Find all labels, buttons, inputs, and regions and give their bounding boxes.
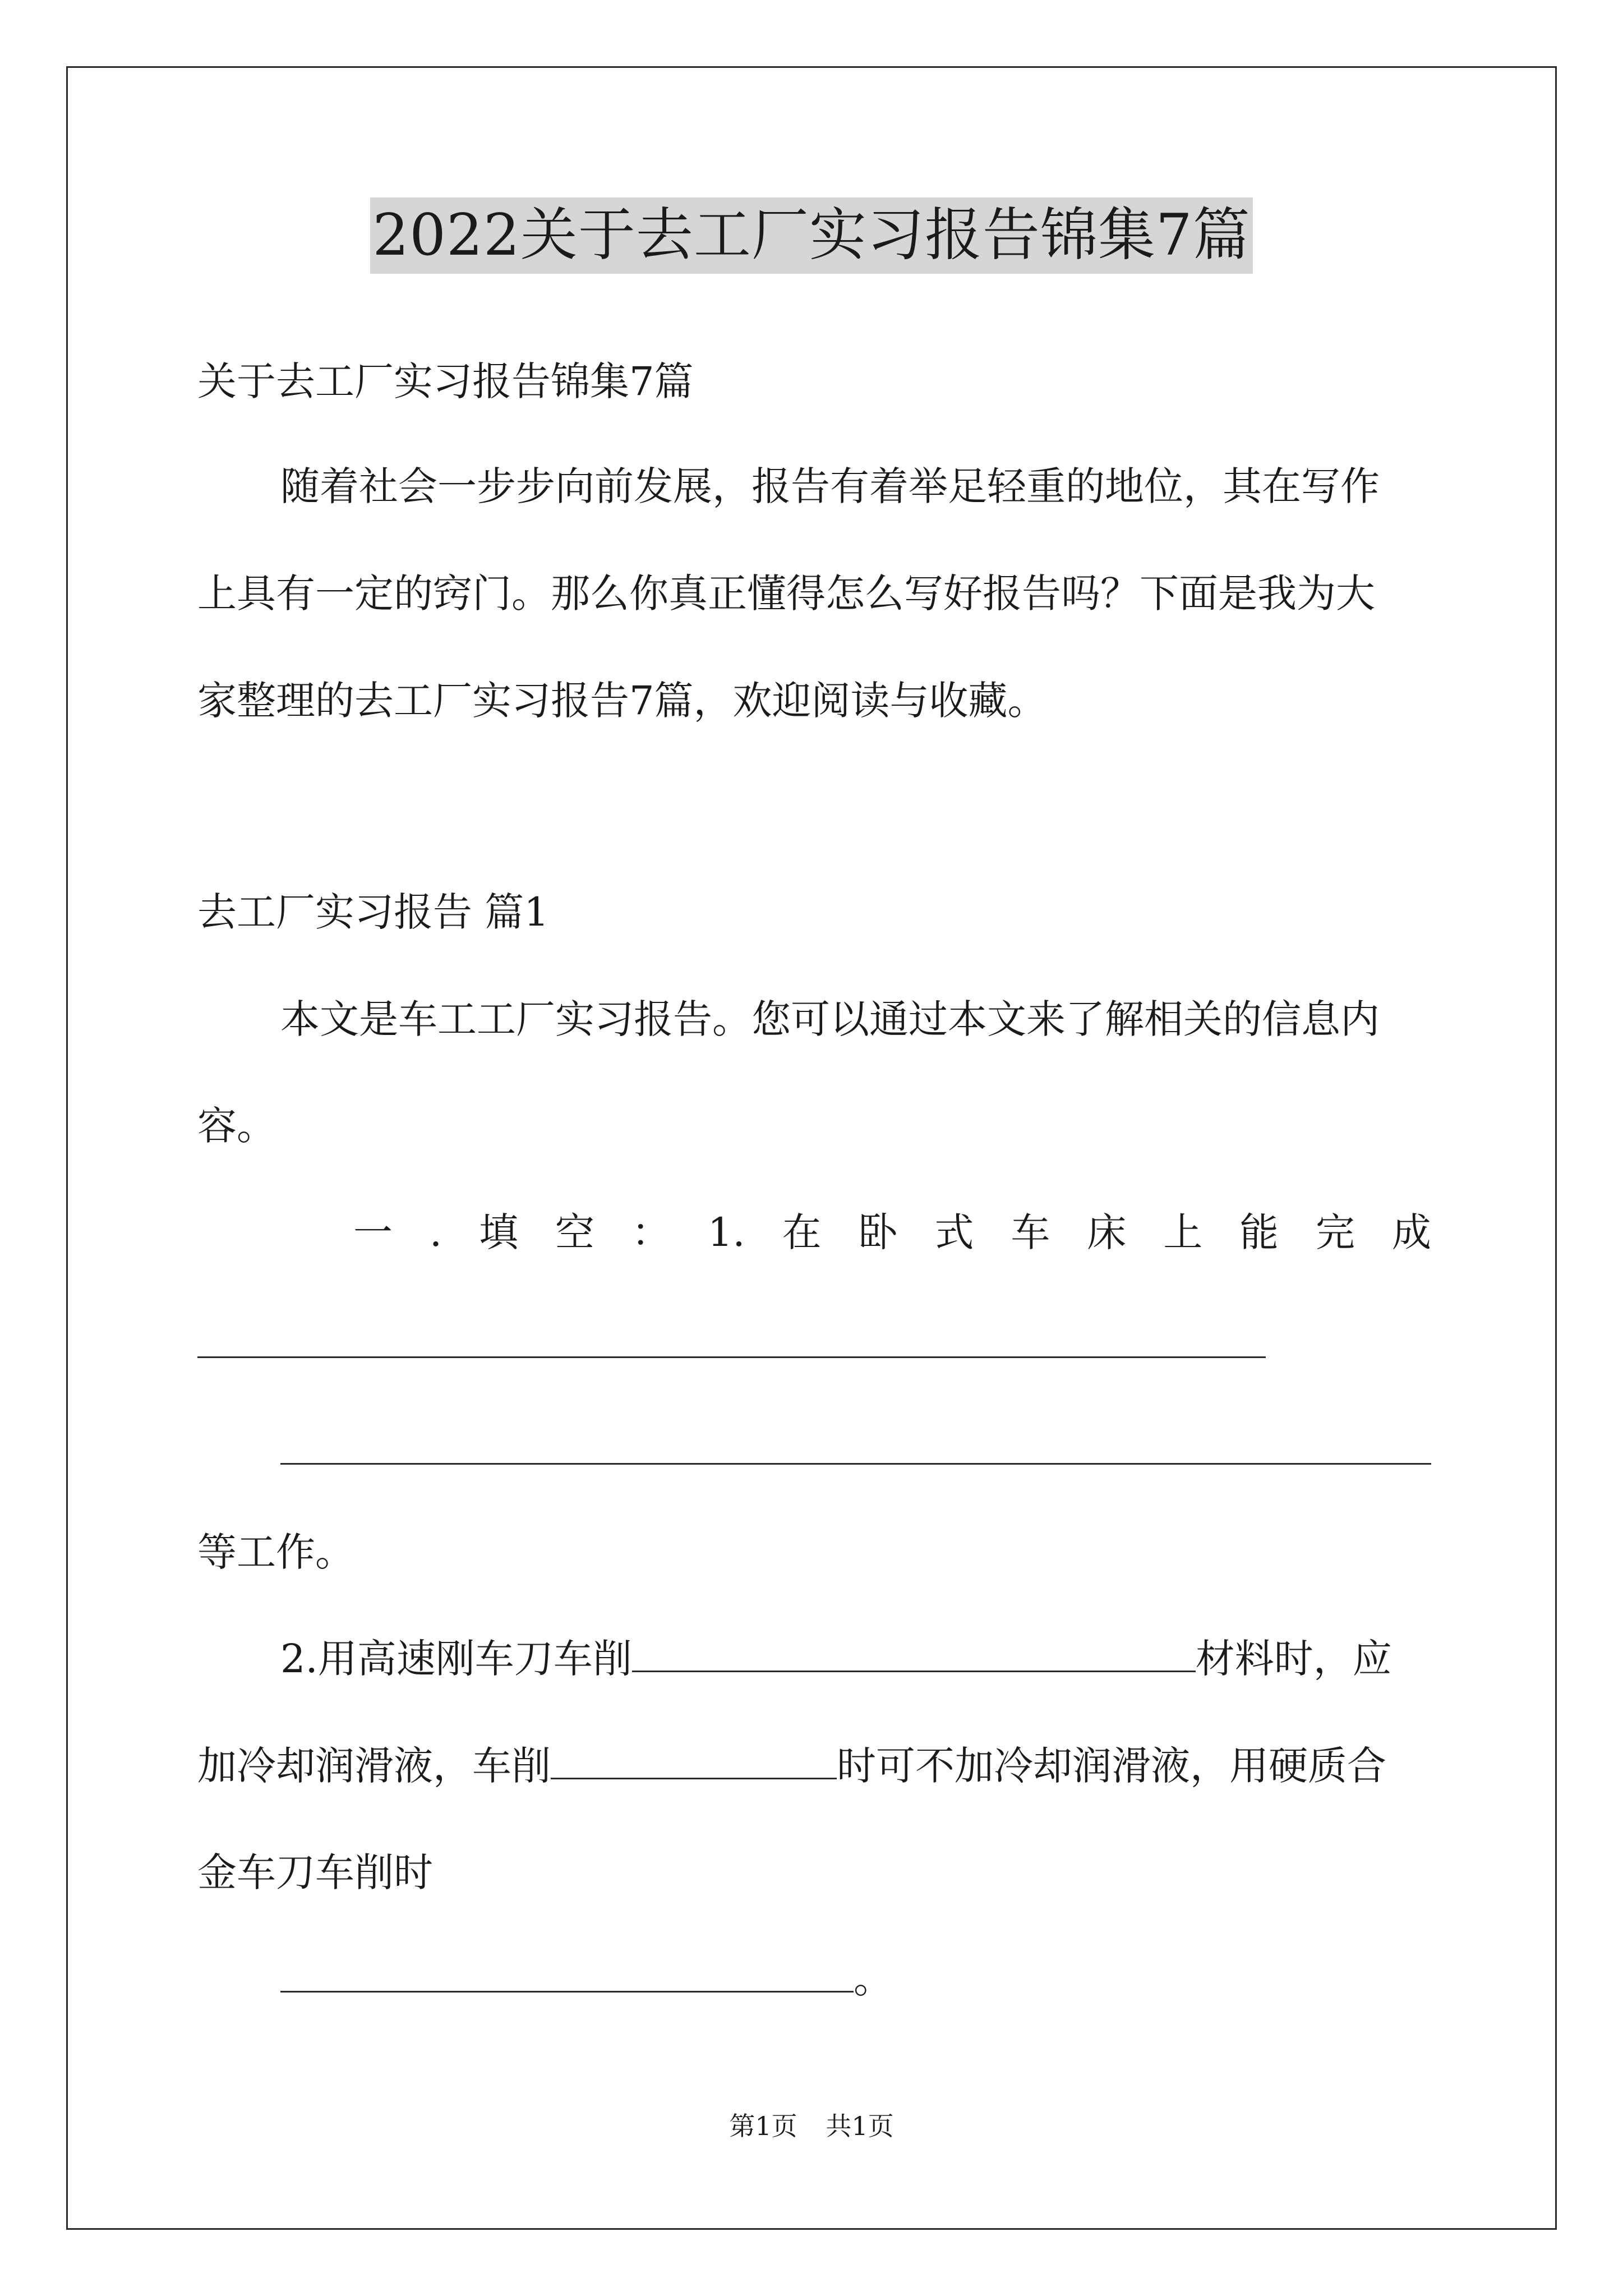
- q2-blank-2: [551, 1744, 837, 1779]
- page-total: 共1页: [826, 2111, 894, 2141]
- q1-char: 1.: [707, 1209, 745, 1255]
- q1-char: 一: [353, 1209, 393, 1255]
- question-2-line-4: [280, 1951, 1431, 2007]
- q2-text-b: 材料时，应: [1195, 1636, 1392, 1682]
- q2-text-a: 2.用高速刚车刀车削: [280, 1636, 632, 1682]
- q1-char: 填: [479, 1209, 519, 1255]
- question-1-end: 等工作。: [197, 1529, 354, 1575]
- question-2-line-1: [280, 1631, 1431, 1687]
- section-para-line-1: 本文是车工工厂实习报告。您可以通过本文来了解相关的信息内: [280, 996, 1380, 1042]
- page-footer: [0, 2109, 1623, 2143]
- question-2-line-3: 金车刀车削时: [197, 1849, 433, 1895]
- document-title: 2022关于去工厂实习报告锦集7篇: [370, 197, 1252, 274]
- page-number: 第1页: [729, 2111, 797, 2141]
- q1-char: 空: [555, 1209, 595, 1255]
- q1-char: 成: [1391, 1209, 1431, 1255]
- q2-text-c: 加冷却润滑液，车削: [197, 1743, 551, 1789]
- intro-line-1: 随着社会一步步向前发展，报告有着举足轻重的地位，其在写作: [280, 463, 1380, 509]
- intro-line-3: 家整理的去工厂实习报告7篇，欢迎阅读与收藏。: [197, 678, 1047, 724]
- q2-blank-3: [280, 1957, 854, 1993]
- q1-char: .: [429, 1209, 442, 1255]
- intro-line-2: 上具有一定的窍门。那么你真正懂得怎么写好报告吗？下面是我为大: [197, 570, 1375, 616]
- q1-char: 床: [1087, 1209, 1127, 1255]
- q1-char: 卧: [858, 1209, 898, 1255]
- q1-char: 车: [1011, 1209, 1050, 1255]
- question-1-line: [353, 1204, 1431, 1260]
- q1-char: 上: [1163, 1209, 1203, 1255]
- fill-blank-line-2: [280, 1463, 1431, 1465]
- q1-char: 完: [1316, 1209, 1355, 1255]
- section-para-line-2: 容。: [197, 1103, 276, 1149]
- q1-char: ：: [631, 1209, 671, 1255]
- title-wrapper: [0, 197, 1623, 274]
- section-heading: 去工厂实习报告 篇1: [197, 889, 549, 935]
- q2-end: 。: [854, 1956, 893, 2002]
- fill-blank-line-1: [197, 1356, 1266, 1358]
- q1-char: 在: [782, 1209, 822, 1255]
- q1-char: 式: [934, 1209, 974, 1255]
- q2-blank-1: [632, 1637, 1196, 1672]
- question-2-line-2: [197, 1738, 1431, 1794]
- q1-char: 能: [1239, 1209, 1279, 1255]
- document-subtitle: 关于去工厂实习报告锦集7篇: [197, 358, 694, 404]
- q2-text-d: 时可不加冷却润滑液，用硬质合: [837, 1743, 1386, 1789]
